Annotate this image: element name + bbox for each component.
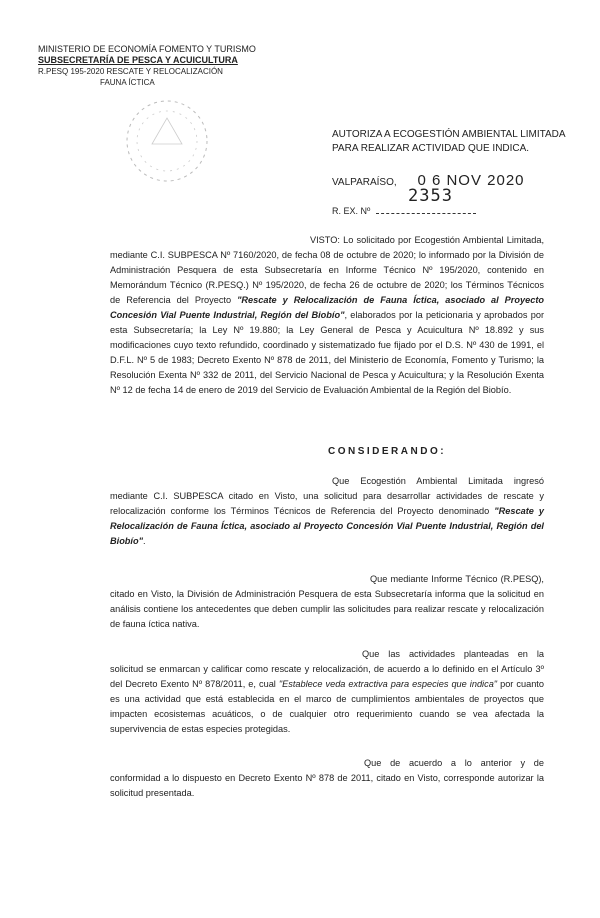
government-seal-icon	[122, 96, 212, 186]
visto-text-1: VISTO: Lo solicitado por Ecogestión Ambiental Limitada, mediante C.I. SUBPESCA Nº 7160/2020, de fecha 08 de octubre de 2020; lo informado por la División de Administración Pesquera de esta Subsecretaría en Informe Técnico Nº 195/2020, contenido en Memorándum Técnico (R.PESQ.) Nº 195/2020, de fecha 26 de octubre de 2020; los Términos Técnicos de Referencia del Proyecto	[110, 235, 544, 305]
date-stamp: 0 6 NOV 2020	[417, 172, 525, 189]
considerando-paragraph-4	[110, 756, 544, 801]
considerando-1-end: .	[142, 536, 146, 546]
date-city: VALPARAÍSO,	[332, 177, 397, 188]
considerando-3-text-1: Que las actividades planteadas en la solicitud se enmarcan y calificar como rescate y relocalización, de acuerdo a lo definido en el Artículo 3º del Decreto Exento Nº 878/2011, e, cual	[110, 649, 544, 689]
considerando-paragraph-3	[110, 647, 544, 737]
ministry-name: MINISTERIO DE ECONOMÍA FOMENTO Y TURISMO	[38, 44, 256, 54]
considerando-heading: CONSIDERANDO:	[328, 446, 447, 457]
resolution-number-stamp: 2353	[408, 186, 453, 206]
title-line-1: AUTORIZA A ECOGESTIÓN AMBIENTAL LIMITADA	[332, 129, 566, 140]
considerando-3-decree-title: "Establece veda extractiva para especies que indica"	[278, 679, 498, 689]
resolution-label-line	[332, 205, 476, 216]
considerando-1-text: Que Ecogestión Ambiental Limitada ingresó mediante C.I. SUBPESCA citado en Visto, una solicitud para desarrollar actividades de rescate y relocalización conforme los Términos Técnicos de Referencia del Proyecto denominado	[110, 476, 544, 516]
considerando-3-text-2: por cuanto es una actividad que está establecida en el marco de cumplimientos ambientales de proyectos que impacten ecosistemas acuáticos, o de cualquier otro requerimiento cuando se vea afectada la supervivencia de estas especies protegidas.	[110, 679, 544, 734]
considerando-paragraph-1	[110, 474, 544, 549]
considerando-2-text: Que mediante Informe Técnico (R.PESQ), citado en Visto, la División de Administración Pesquera de esta Subsecretaría informa que la solicitud en análisis contiene los antecedentes que deben cumplir las solicitudes para realizar rescate y relocalización de fauna íctica nativa.	[110, 574, 544, 629]
document-title	[332, 128, 566, 156]
visto-text-2: , elaborados por la peticionaria y aprobados por esta Subsecretaría; la Ley Nº 19.880; la Ley General de Pesca y Acuicultura Nº 18.892 y sus modificaciones cuyo texto refundido, coordinado y sistematizado fue fijado por el D.S. Nº 430 de 1991, el D.F.L. Nº 5 de 1983; Decreto Exento Nº 878 de 2011, del Ministerio de Economía, Fomento y Turismo; la Resolución Exenta Nº 332 de 2011, del Servicio Nacional de Pesca y Acuicultura; y la Resolución Exenta Nº 12 de fecha 14 de enero de 2019 del Servicio de Evaluación Ambiental de la Región del Biobío.	[110, 310, 545, 395]
letterhead	[38, 44, 256, 88]
considerando-1-project: "Rescate y Relocalización de Fauna Íctica, asociado al Proyecto Concesión Vial Puente Industrial, Región del Biobío"	[110, 506, 544, 546]
resolution-underline	[376, 205, 476, 214]
considerando-4-text: Que de acuerdo a lo anterior y de conformidad a lo dispuesto en Decreto Exento Nº 878 de 2011, citado en Visto, corresponde autorizar la solicitud presentada.	[110, 758, 544, 798]
subsecretariat-name: SUBSECRETARÍA DE PESCA Y ACUICULTURA	[38, 55, 238, 65]
resolution-label: R. EX. Nº	[332, 206, 371, 216]
visto-project-name: "Rescate y Relocalización de Fauna Íctica, asociado al Proyecto Concesión Vial Puente Industrial, Región del Biobío"	[110, 295, 544, 320]
visto-paragraph	[110, 233, 544, 398]
considerando-paragraph-2	[110, 572, 544, 632]
reference-subject: FAUNA ÍCTICA	[100, 78, 155, 87]
reference-code: R.PESQ 195-2020 RESCATE Y RELOCALIZACIÓN	[38, 67, 223, 76]
title-line-2: PARA REALIZAR ACTIVIDAD QUE INDICA.	[332, 143, 530, 154]
